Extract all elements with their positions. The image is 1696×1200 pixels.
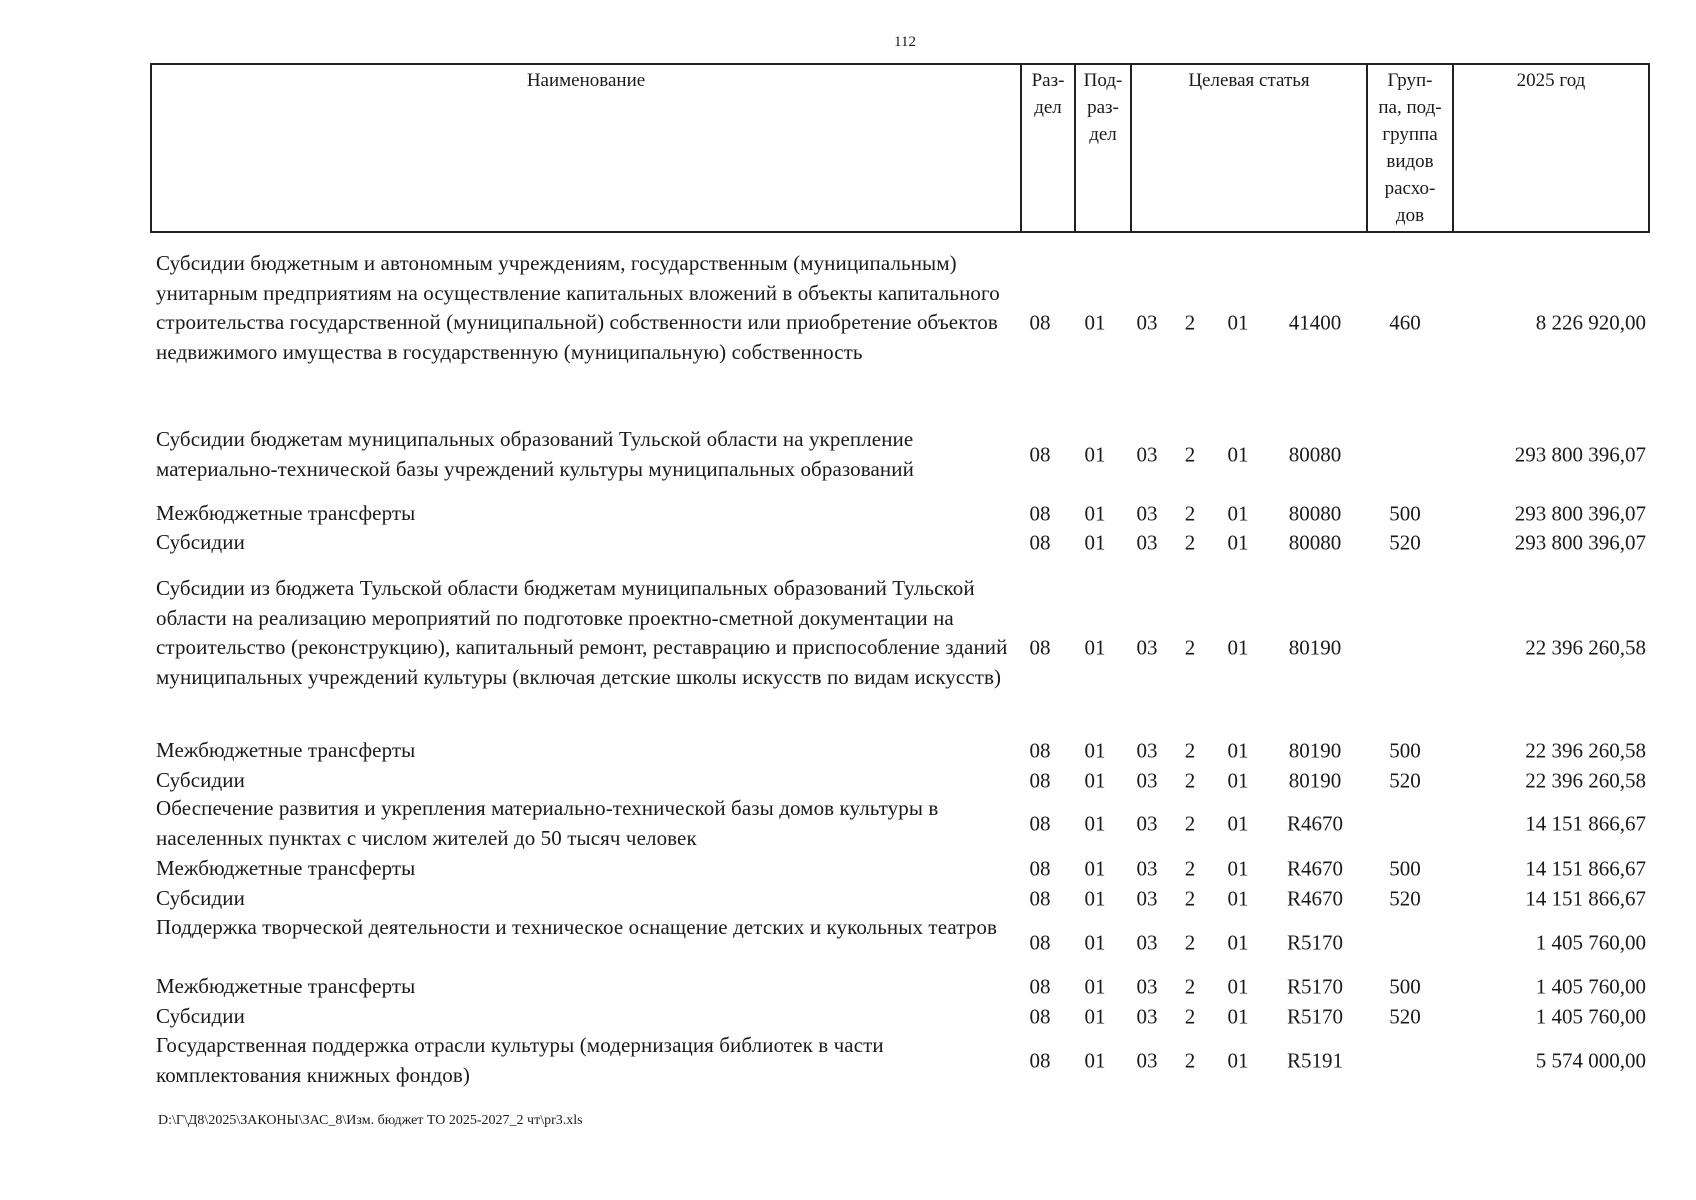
row-group: 500 bbox=[1389, 974, 1421, 999]
file-path-footer: D:\Г\Д8\2025\ЗАКОНЫ\ЗАС_8\Изм. бюджет ТО 2025-2027_2 чт\pr3.xls bbox=[158, 1113, 583, 1128]
row-name: Субсидии bbox=[156, 768, 245, 792]
row-amount: 22 396 260,58 bbox=[1525, 768, 1646, 793]
row-target-type: 2 bbox=[1184, 929, 1196, 954]
row-target-subprogram: 01 bbox=[1227, 441, 1249, 466]
row-target-direction: R5191 bbox=[1286, 1047, 1343, 1072]
table-header bbox=[150, 63, 1650, 233]
row-amount: 293 800 396,07 bbox=[1514, 530, 1646, 555]
table-row bbox=[150, 574, 1650, 722]
row-group: 520 bbox=[1389, 1004, 1421, 1029]
row-target-type: 2 bbox=[1184, 974, 1196, 999]
row-razdel: 08 bbox=[1029, 886, 1051, 911]
row-podrazdel: 01 bbox=[1084, 530, 1106, 555]
row-razdel: 08 bbox=[1029, 856, 1051, 881]
row-target-subprogram: 01 bbox=[1227, 974, 1249, 999]
row-podrazdel: 01 bbox=[1084, 974, 1106, 999]
row-name: Субсидии из бюджета Тульской области бюджетам муниципальных образований Тульской области на реализацию мероприятий по подготовке проектно-сметной документации на строительство (реконструкцию), капитальный ремонт, реставрацию и приспособление зданий муниципальных учреждений культуры (включая детские школы искусств по видам искусств) bbox=[156, 576, 1008, 689]
row-target-direction: 80190 bbox=[1288, 738, 1342, 763]
row-target-subprogram: 01 bbox=[1227, 1004, 1249, 1029]
row-razdel: 08 bbox=[1029, 810, 1051, 835]
row-target-subprogram: 01 bbox=[1227, 310, 1249, 335]
row-target-program: 03 bbox=[1136, 501, 1158, 526]
row-name: Межбюджетные трансферты bbox=[156, 974, 416, 998]
table-row bbox=[150, 1002, 1650, 1032]
table-row bbox=[150, 884, 1650, 914]
row-razdel: 08 bbox=[1029, 530, 1051, 555]
table-row bbox=[150, 854, 1650, 884]
page-number: 112 bbox=[894, 34, 916, 50]
row-podrazdel: 01 bbox=[1084, 738, 1106, 763]
row-target-subprogram: 01 bbox=[1227, 738, 1249, 763]
row-group: 500 bbox=[1389, 501, 1421, 526]
row-group: 520 bbox=[1389, 768, 1421, 793]
row-name: Субсидии бюджетам муниципальных образований Тульской области на укрепление материально-технической базы учреждений культуры муниципальных образований bbox=[156, 427, 914, 481]
row-target-subprogram: 01 bbox=[1227, 886, 1249, 911]
row-target-type: 2 bbox=[1184, 768, 1196, 793]
row-razdel: 08 bbox=[1029, 310, 1051, 335]
row-podrazdel: 01 bbox=[1084, 1047, 1106, 1072]
row-razdel: 08 bbox=[1029, 929, 1051, 954]
row-target-type: 2 bbox=[1184, 1047, 1196, 1072]
row-target-subprogram: 01 bbox=[1227, 530, 1249, 555]
row-target-program: 03 bbox=[1136, 1004, 1158, 1029]
row-target-type: 2 bbox=[1184, 530, 1196, 555]
row-target-direction: R5170 bbox=[1286, 974, 1343, 999]
row-target-subprogram: 01 bbox=[1227, 501, 1249, 526]
row-podrazdel: 01 bbox=[1084, 886, 1106, 911]
row-podrazdel: 01 bbox=[1084, 856, 1106, 881]
row-target-program: 03 bbox=[1136, 1047, 1158, 1072]
table-row bbox=[150, 499, 1650, 529]
table-row bbox=[150, 528, 1650, 558]
row-target-type: 2 bbox=[1184, 1004, 1196, 1029]
row-target-program: 03 bbox=[1136, 768, 1158, 793]
row-target-type: 2 bbox=[1184, 441, 1196, 466]
row-target-direction: R5170 bbox=[1286, 929, 1343, 954]
row-podrazdel: 01 bbox=[1084, 635, 1106, 660]
row-name: Субсидии bbox=[156, 1004, 245, 1028]
row-target-direction: R5170 bbox=[1286, 1004, 1343, 1029]
row-target-direction: 80080 bbox=[1288, 441, 1342, 466]
table-row bbox=[150, 425, 1650, 484]
table-row bbox=[150, 1031, 1650, 1090]
row-razdel: 08 bbox=[1029, 501, 1051, 526]
row-podrazdel: 01 bbox=[1084, 1004, 1106, 1029]
row-razdel: 08 bbox=[1029, 768, 1051, 793]
row-razdel: 08 bbox=[1029, 1004, 1051, 1029]
row-target-program: 03 bbox=[1136, 974, 1158, 999]
row-target-subprogram: 01 bbox=[1227, 1047, 1249, 1072]
row-group: 460 bbox=[1389, 310, 1421, 335]
row-podrazdel: 01 bbox=[1084, 768, 1106, 793]
row-target-direction: R4670 bbox=[1286, 810, 1343, 835]
row-group: 520 bbox=[1389, 530, 1421, 555]
row-amount: 14 151 866,67 bbox=[1525, 856, 1646, 881]
row-target-type: 2 bbox=[1184, 856, 1196, 881]
row-group: 500 bbox=[1389, 738, 1421, 763]
table-row bbox=[150, 736, 1650, 766]
row-podrazdel: 01 bbox=[1084, 441, 1106, 466]
row-target-direction: 80190 bbox=[1288, 768, 1342, 793]
row-amount: 5 574 000,00 bbox=[1535, 1047, 1646, 1072]
row-amount: 8 226 920,00 bbox=[1535, 310, 1646, 335]
row-razdel: 08 bbox=[1029, 738, 1051, 763]
row-target-program: 03 bbox=[1136, 886, 1158, 911]
row-target-direction: 80190 bbox=[1288, 635, 1342, 660]
row-target-subprogram: 01 bbox=[1227, 635, 1249, 660]
row-target-type: 2 bbox=[1184, 886, 1196, 911]
row-amount: 1 405 760,00 bbox=[1535, 974, 1646, 999]
row-target-direction: R4670 bbox=[1286, 886, 1343, 911]
header-name: Наименование bbox=[526, 70, 646, 91]
row-name: Субсидии bbox=[156, 530, 245, 554]
header-razdel: Раз- дел bbox=[1031, 70, 1065, 118]
row-name: Государственная поддержка отрасли культуры (модернизация библиотек в части комплектования книжных фондов) bbox=[156, 1033, 884, 1087]
row-target-type: 2 bbox=[1184, 501, 1196, 526]
row-target-program: 03 bbox=[1136, 738, 1158, 763]
row-amount: 293 800 396,07 bbox=[1514, 441, 1646, 466]
row-name: Поддержка творческой деятельности и техническое оснащение детских и кукольных театров bbox=[156, 915, 998, 939]
row-target-type: 2 bbox=[1184, 810, 1196, 835]
row-podrazdel: 01 bbox=[1084, 929, 1106, 954]
row-target-program: 03 bbox=[1136, 810, 1158, 835]
row-target-subprogram: 01 bbox=[1227, 810, 1249, 835]
row-target-program: 03 bbox=[1136, 635, 1158, 660]
row-target-type: 2 bbox=[1184, 738, 1196, 763]
row-target-program: 03 bbox=[1136, 310, 1158, 335]
row-target-type: 2 bbox=[1184, 635, 1196, 660]
row-target-program: 03 bbox=[1136, 530, 1158, 555]
row-target-subprogram: 01 bbox=[1227, 929, 1249, 954]
table-row bbox=[150, 249, 1650, 397]
row-target-direction: 41400 bbox=[1288, 310, 1342, 335]
row-name: Субсидии бюджетным и автономным учреждениям, государственным (муниципальным) унитарным предприятиям на осуществление капитальных вложений в объекты капитального строительства государственной (муниципальной) собственности или приобретение объектов недвижимого имущества в государственную (муниципальную) собственность bbox=[156, 251, 1000, 364]
table-row bbox=[150, 913, 1650, 972]
row-amount: 1 405 760,00 bbox=[1535, 929, 1646, 954]
header-podrazdel: Под- раз- дел bbox=[1083, 70, 1123, 145]
row-amount: 293 800 396,07 bbox=[1514, 501, 1646, 526]
table-row bbox=[150, 766, 1650, 796]
row-amount: 1 405 760,00 bbox=[1535, 1004, 1646, 1029]
row-target-direction: R4670 bbox=[1286, 856, 1343, 881]
row-podrazdel: 01 bbox=[1084, 501, 1106, 526]
table-row bbox=[150, 972, 1650, 1002]
row-amount: 14 151 866,67 bbox=[1525, 886, 1646, 911]
row-group: 500 bbox=[1389, 856, 1421, 881]
header-group: Груп- па, под- группа видов расхо- дов bbox=[1378, 70, 1442, 226]
row-name: Обеспечение развития и укрепления материально-технической базы домов культуры в населенных пунктах с числом жителей до 50 тысяч человек bbox=[156, 796, 939, 850]
row-name: Межбюджетные трансферты bbox=[156, 856, 416, 880]
header-target: Целевая статья bbox=[1188, 70, 1310, 91]
row-razdel: 08 bbox=[1029, 1047, 1051, 1072]
row-name: Межбюджетные трансферты bbox=[156, 501, 416, 525]
row-podrazdel: 01 bbox=[1084, 310, 1106, 335]
row-target-program: 03 bbox=[1136, 929, 1158, 954]
row-razdel: 08 bbox=[1029, 974, 1051, 999]
row-razdel: 08 bbox=[1029, 441, 1051, 466]
row-razdel: 08 bbox=[1029, 635, 1051, 660]
row-target-type: 2 bbox=[1184, 310, 1196, 335]
row-group: 520 bbox=[1389, 886, 1421, 911]
row-target-program: 03 bbox=[1136, 441, 1158, 466]
row-amount: 22 396 260,58 bbox=[1525, 635, 1646, 660]
header-year: 2025 год bbox=[1516, 70, 1586, 91]
row-amount: 14 151 866,67 bbox=[1525, 810, 1646, 835]
table-row bbox=[150, 794, 1650, 853]
row-target-direction: 80080 bbox=[1288, 501, 1342, 526]
row-name: Межбюджетные трансферты bbox=[156, 738, 416, 762]
row-name: Субсидии bbox=[156, 886, 245, 910]
row-podrazdel: 01 bbox=[1084, 810, 1106, 835]
row-target-subprogram: 01 bbox=[1227, 768, 1249, 793]
row-amount: 22 396 260,58 bbox=[1525, 738, 1646, 763]
row-target-program: 03 bbox=[1136, 856, 1158, 881]
row-target-direction: 80080 bbox=[1288, 530, 1342, 555]
row-target-subprogram: 01 bbox=[1227, 856, 1249, 881]
